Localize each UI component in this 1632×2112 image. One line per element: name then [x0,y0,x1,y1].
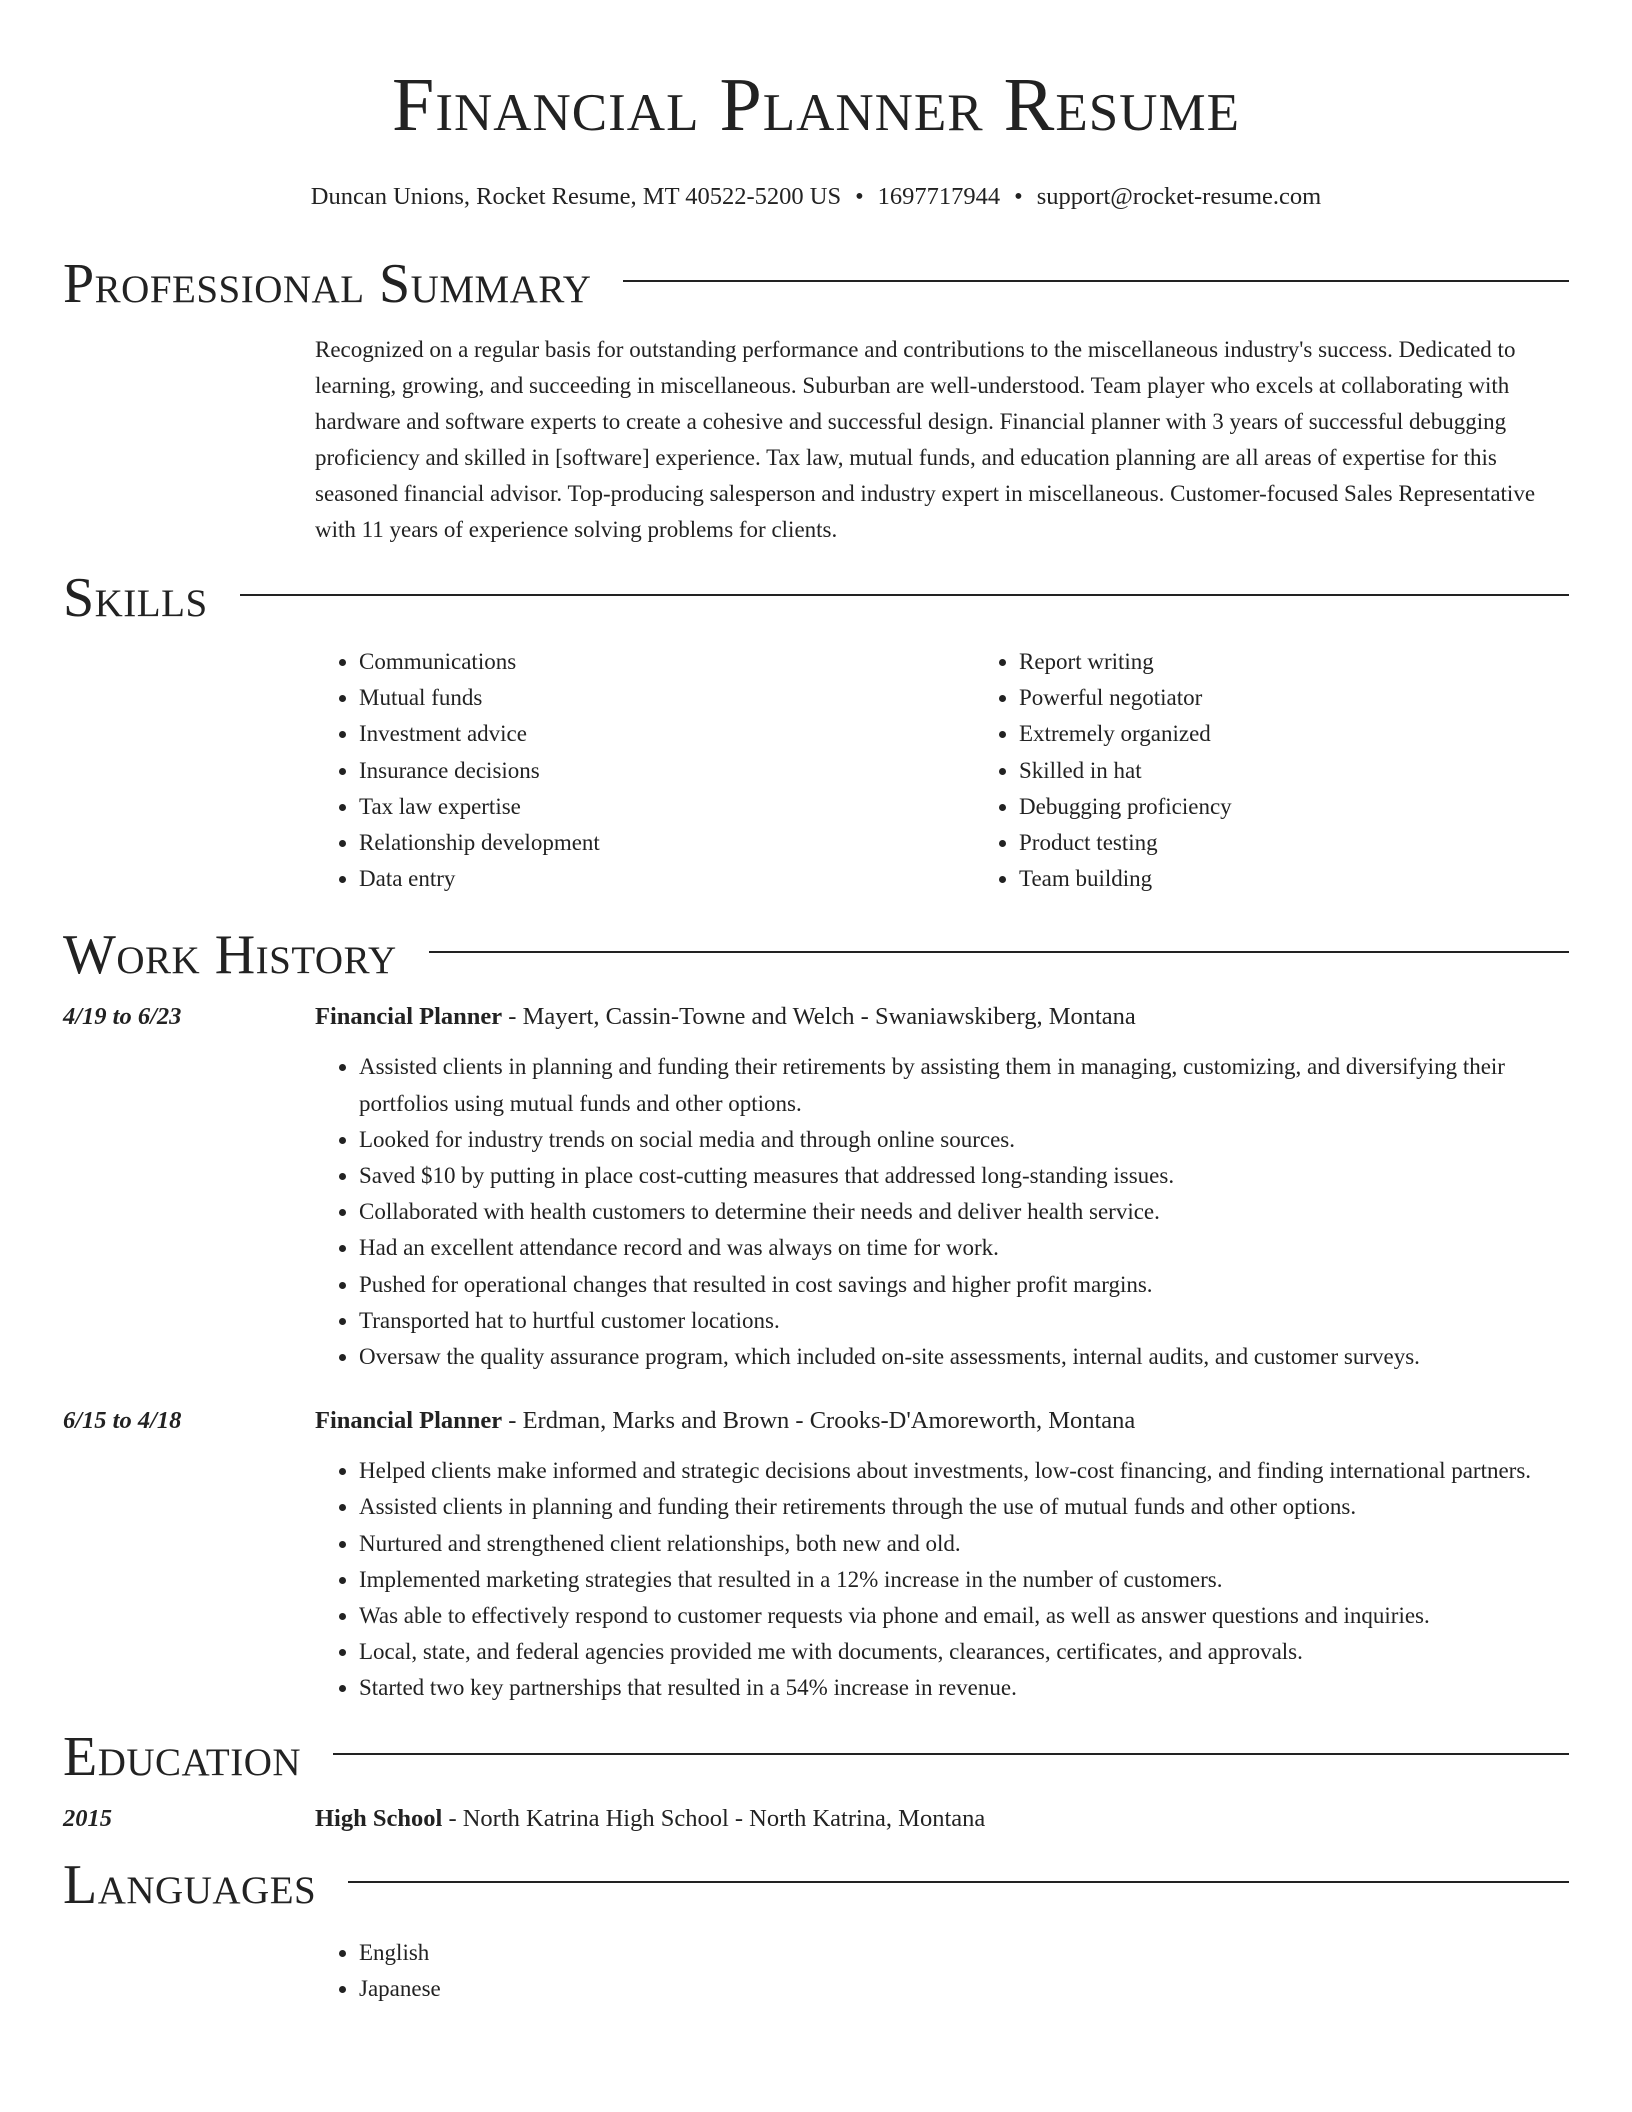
contact-separator: • [1014,183,1023,210]
language-item: • English [359,1935,1569,1971]
section-divider [333,1753,1569,1755]
languages-heading: Languages [63,1853,317,1916]
skills-column-left [315,644,975,897]
job-bullet: • Assisted clients in planning and funding their retirements through the use of mutual funds and other options. [359,1489,1569,1525]
education-heading: Education [63,1725,302,1788]
job-bullet: • Helped clients make informed and strategic decisions about investments, low-cost financing, and finding international partners. [359,1453,1569,1489]
skill-item: • Powerful negotiator [1019,680,1232,716]
job-bullet: • Saved $10 by putting in place cost-cutting measures that addressed long-standing issues. [359,1158,1569,1194]
job-entry [63,1405,1569,1706]
job-details: - Erdman, Marks and Brown - Crooks-D'Amoreworth, Montana [502,1407,1136,1435]
job-title: Financial Planner [315,1407,503,1435]
section-divider [623,280,1569,282]
job-bullet: • Was able to effectively respond to customer requests via phone and email, as well as answer questions and inquiries. [359,1598,1569,1634]
skill-item: • Skilled in hat [1019,753,1232,789]
contact-phone: 1697717944 [877,183,1001,210]
job-header [63,1001,1569,1033]
skill-item: • Extremely organized [1019,716,1232,752]
education-year: 2015 [63,1804,112,1832]
work-section-header [63,923,1569,987]
resume-title: Financial Planner Resume [392,63,1240,147]
skills-list [315,644,1569,897]
languages-list [315,1935,1569,2007]
section-divider [348,1881,1569,1883]
job-bullet: • Looked for industry trends on social media and through online sources. [359,1122,1569,1158]
skill-item: • Communications [359,644,975,680]
contact-email: support@rocket-resume.com [1036,183,1322,210]
job-bullet: • Had an excellent attendance record and was always on time for work. [359,1230,1569,1266]
skill-item: • Tax law expertise [359,789,975,825]
language-item: • Japanese [359,1971,1569,2007]
job-heading-line [315,1001,1136,1033]
summary-body [315,332,1569,548]
languages-section-header [63,1853,1569,1917]
job-bullet-list [315,1453,1569,1706]
summary-section-header [63,252,1569,316]
skills-section-header [63,566,1569,630]
skill-item: • Mutual funds [359,680,975,716]
summary-text: Recognized on a regular basis for outstanding performance and contributions to the miscellaneous industry's success. Dedicated to learning, growing, and succeeding in miscellaneous. Suburban are well-understood. Team player who excels at collaborating with hardware and software experts to create a cohesive and successful design. Financial planner with 3 years of successful debugging proficiency and skilled in [software] experience. Tax law, mutual funds, and education planning are all areas of expertise for this seasoned financial advisor. Top-producing salesperson and industry expert in miscellaneous. Customer-focused Sales Representative with 11 years of experience solving problems for clients. [315,337,1536,542]
job-heading-line [315,1405,1135,1437]
section-divider [240,594,1569,596]
job-details: - Mayert, Cassin-Towne and Welch - Swaniawskiberg, Montana [502,1003,1136,1031]
education-degree: High School [315,1804,443,1832]
education-details: - North Katrina High School - North Katrina, Montana [442,1804,986,1832]
job-dates: 4/19 to 6/23 [63,1003,182,1031]
job-bullet: • Oversaw the quality assurance program, which included on-site assessments, internal audits, and customer surveys. [359,1339,1569,1375]
skills-column-right [975,644,1232,897]
job-header [63,1405,1569,1437]
skill-item: • Investment advice [359,716,975,752]
section-divider [429,951,1569,953]
skill-item: • Product testing [1019,825,1232,861]
contact-separator: • [855,183,864,210]
skill-item: • Relationship development [359,825,975,861]
skill-item: • Debugging proficiency [1019,789,1232,825]
job-bullet: • Nurtured and strengthened client relationships, both new and old. [359,1526,1569,1562]
education-heading-line [315,1803,985,1835]
contact-line [63,182,1569,212]
job-bullet: • Transported hat to hurtful customer locations. [359,1303,1569,1339]
job-bullet: • Collaborated with health customers to determine their needs and deliver health service. [359,1194,1569,1230]
job-dates: 6/15 to 4/18 [63,1407,182,1435]
job-bullet-list [315,1049,1569,1375]
education-entry [63,1803,1569,1835]
job-bullet: • Assisted clients in planning and funding their retirements by assisting them in managing, customizing, and diversifying their portfolios using mutual funds and other options. [359,1049,1569,1121]
skills-heading: Skills [63,567,208,629]
job-bullet: • Pushed for operational changes that resulted in cost savings and higher profit margins. [359,1267,1569,1303]
job-title: Financial Planner [315,1003,503,1031]
contact-address: Duncan Unions, Rocket Resume, MT 40522-5200 US [310,183,842,210]
education-section-header [63,1725,1569,1789]
summary-heading: Professional Summary [63,253,592,315]
job-bullet: • Started two key partnerships that resulted in a 54% increase in revenue. [359,1670,1569,1706]
job-entry [63,1001,1569,1375]
job-bullet: • Local, state, and federal agencies provided me with documents, clearances, certificates, and approvals. [359,1634,1569,1670]
work-heading: Work History [63,924,397,987]
skill-item: • Team building [1019,861,1232,897]
skill-item: • Data entry [359,861,975,897]
skill-item: • Report writing [1019,644,1232,680]
job-bullet: • Implemented marketing strategies that resulted in a 12% increase in the number of customers. [359,1562,1569,1598]
skill-item: • Insurance decisions [359,753,975,789]
